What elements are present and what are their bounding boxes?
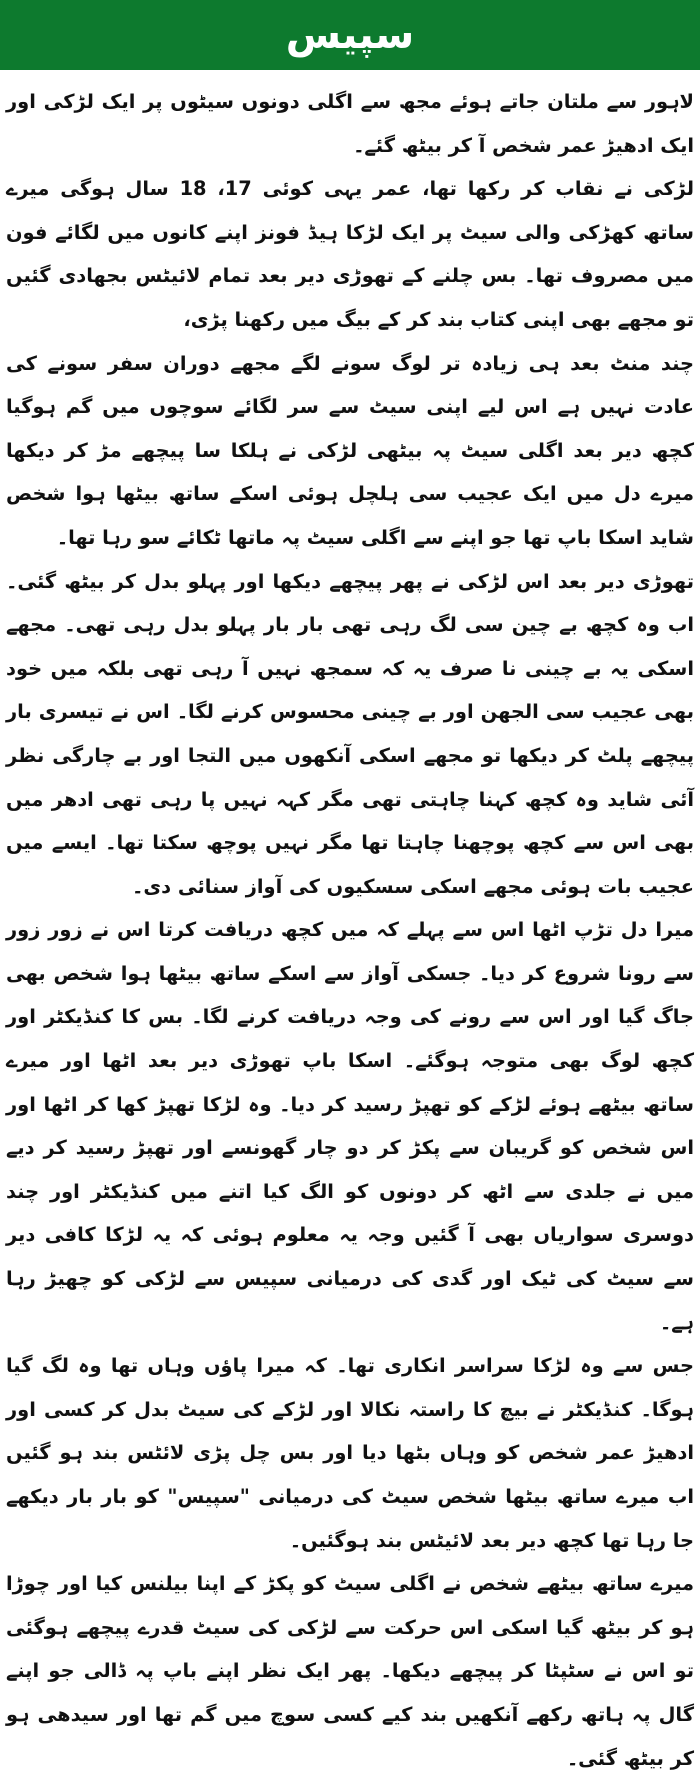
article-paragraph-6: جس سے وہ لڑکا سراسر انکاری تھا۔ کہ میرا پاؤں وہاں تھا وہ لگ گیا ہوگا۔ کنڈیکٹر نے بیچ کا راستہ نکالا اور لڑکے کی سیٹ بدل کر کسی اور ادھیڑ عمر شخص کو وہاں بٹھا دیا اور بس چل پڑی لائٹس بند ہو گئیں اب میرے ساتھ بیٹھا شخص سیٹ کی درمیانی "سپیس" کو بار بار دیکھے جا رہا تھا کچھ دیر بعد لائیٹس بند ہوگئیں۔ <box>6 1354 694 1552</box>
title-banner <box>0 0 700 70</box>
page-title: سپیس <box>285 12 415 58</box>
article-paragraph-7: میرے ساتھ بیٹھے شخص نے اگلی سیٹ کو پکڑ کے اپنا بیلنس کیا اور چوڑا ہو کر بیٹھ گیا اسکی اس حرکت سے لڑکی کی سیٹ قدرے پیچھے ہوگئی تو اس نے سٹپٹا کر پیچھے دیکھا۔ پھر ایک نظر اپنے باپ پہ ڈالی جو اپنے گال پہ ہاتھ رکھے آنکھیں بند کیے کسی سوچ میں گم تھا اور سیدھی ہو کر بیٹھ گئی۔ <box>6 1572 694 1770</box>
article-paragraph-5: میرا دل تڑپ اٹھا اس سے پہلے کہ میں کچھ دریافت کرتا اس نے زور زور سے رونا شروع کر دیا۔ جسکی آواز سے اسکے ساتھ بیٹھا ہوا شخص بھی جاگ گیا اور اس سے رونے کی وجہ دریافت کرنے لگا۔ بس کا کنڈیکٹر اور کچھ لوگ بھی متوجہ ہوگئے۔ اسکا باپ تھوڑی دیر بعد اٹھا اور میرے ساتھ بیٹھے ہوئے لڑکے کو تھپڑ رسید کر دیا۔ وہ لڑکا تھپڑ کھا کر اٹھا اور اس شخص کو گریبان سے پکڑ کر دو چار گھونسے اور تھپڑ رسید کر دیے میں نے جلدی سے اٹھ کر دونوں کو الگ کیا اتنے میں کنڈیکٹر اور چند دوسری سواریاں بھی آ گئیں وجہ یہ معلوم ہوئی کہ یہ لڑکا کافی دیر سے سیٹ کی ٹیک اور گدی کی درمیانی سپیس سے لڑکی کو چھیڑ رہا ہے۔ <box>6 918 694 1334</box>
article-paragraph-3: چند منٹ بعد ہی زیادہ تر لوگ سونے لگے مجھے دوران سفر سونے کی عادت نہیں ہے اس لیے اپنی سیٹ سے سر لگائے سوچوں میں گم ہوگیا کچھ دیر بعد اگلی سیٹ پہ بیٹھی لڑکی نے ہلکا سا پیچھے مڑ کر دیکھا میرے دل میں ایک عجیب سی ہلچل ہوئی اسکے ساتھ بیٹھا ہوا شخص شاید اسکا باپ تھا جو اپنے سے اگلی سیٹ پہ ماتھا ٹکائے سو رہا تھا۔ <box>6 351 694 549</box>
article-paragraph-2: لڑکی نے نقاب کر رکھا تھا، عمر یہی کوئی 17، 18 سال ہوگی میرے ساتھ کھڑکی والی سیٹ پر ایک لڑکا ہیڈ فونز اپنے کانوں میں لگائے فون میں مصروف تھا۔ بس چلنے کے تھوڑی دیر بعد تمام لائیٹس بجھادی گئیں تو مجھے بھی اپنی کتاب بند کر کے بیگ میں رکھنا پڑی، <box>6 177 695 331</box>
article-paragraph-4: تھوڑی دیر بعد اس لڑکی نے پھر پیچھے دیکھا اور پہلو بدل کر بیٹھ گئی۔ اب وہ کچھ بے چین سی لگ رہی تھی بار بار پہلو بدل رہی تھی۔ مجھے اسکی یہ بے چینی نا صرف یہ کہ سمجھ نہیں آ رہی تھی بلکہ میں خود بھی عجیب سی الجھن اور بے چینی محسوس کرنے لگا۔ اس نے تیسری بار پیچھے پلٹ کر دیکھا تو مجھے اسکی آنکھوں میں التجا اور بے چارگی نظر آئی شاید وہ کچھ کہنا چاہتی تھی مگر کہہ نہیں پا رہی تھی ادھر میں بھی اس سے کچھ پوچھنا چاہتا تھا مگر نہیں پوچھ سکتا تھا۔ ایسے میں عجیب بات ہوئی مجھے اسکی سسکیوں کی آواز سنائی دی۔ <box>6 569 694 898</box>
article-paragraph-1: لاہور سے ملتان جاتے ہوئے مجھ سے اگلی دونوں سیٹوں پر ایک لڑکی اور ایک ادھیڑ عمر شخص آ کر بیٹھ گئے۔ <box>6 90 694 157</box>
article-body <box>6 80 694 1780</box>
